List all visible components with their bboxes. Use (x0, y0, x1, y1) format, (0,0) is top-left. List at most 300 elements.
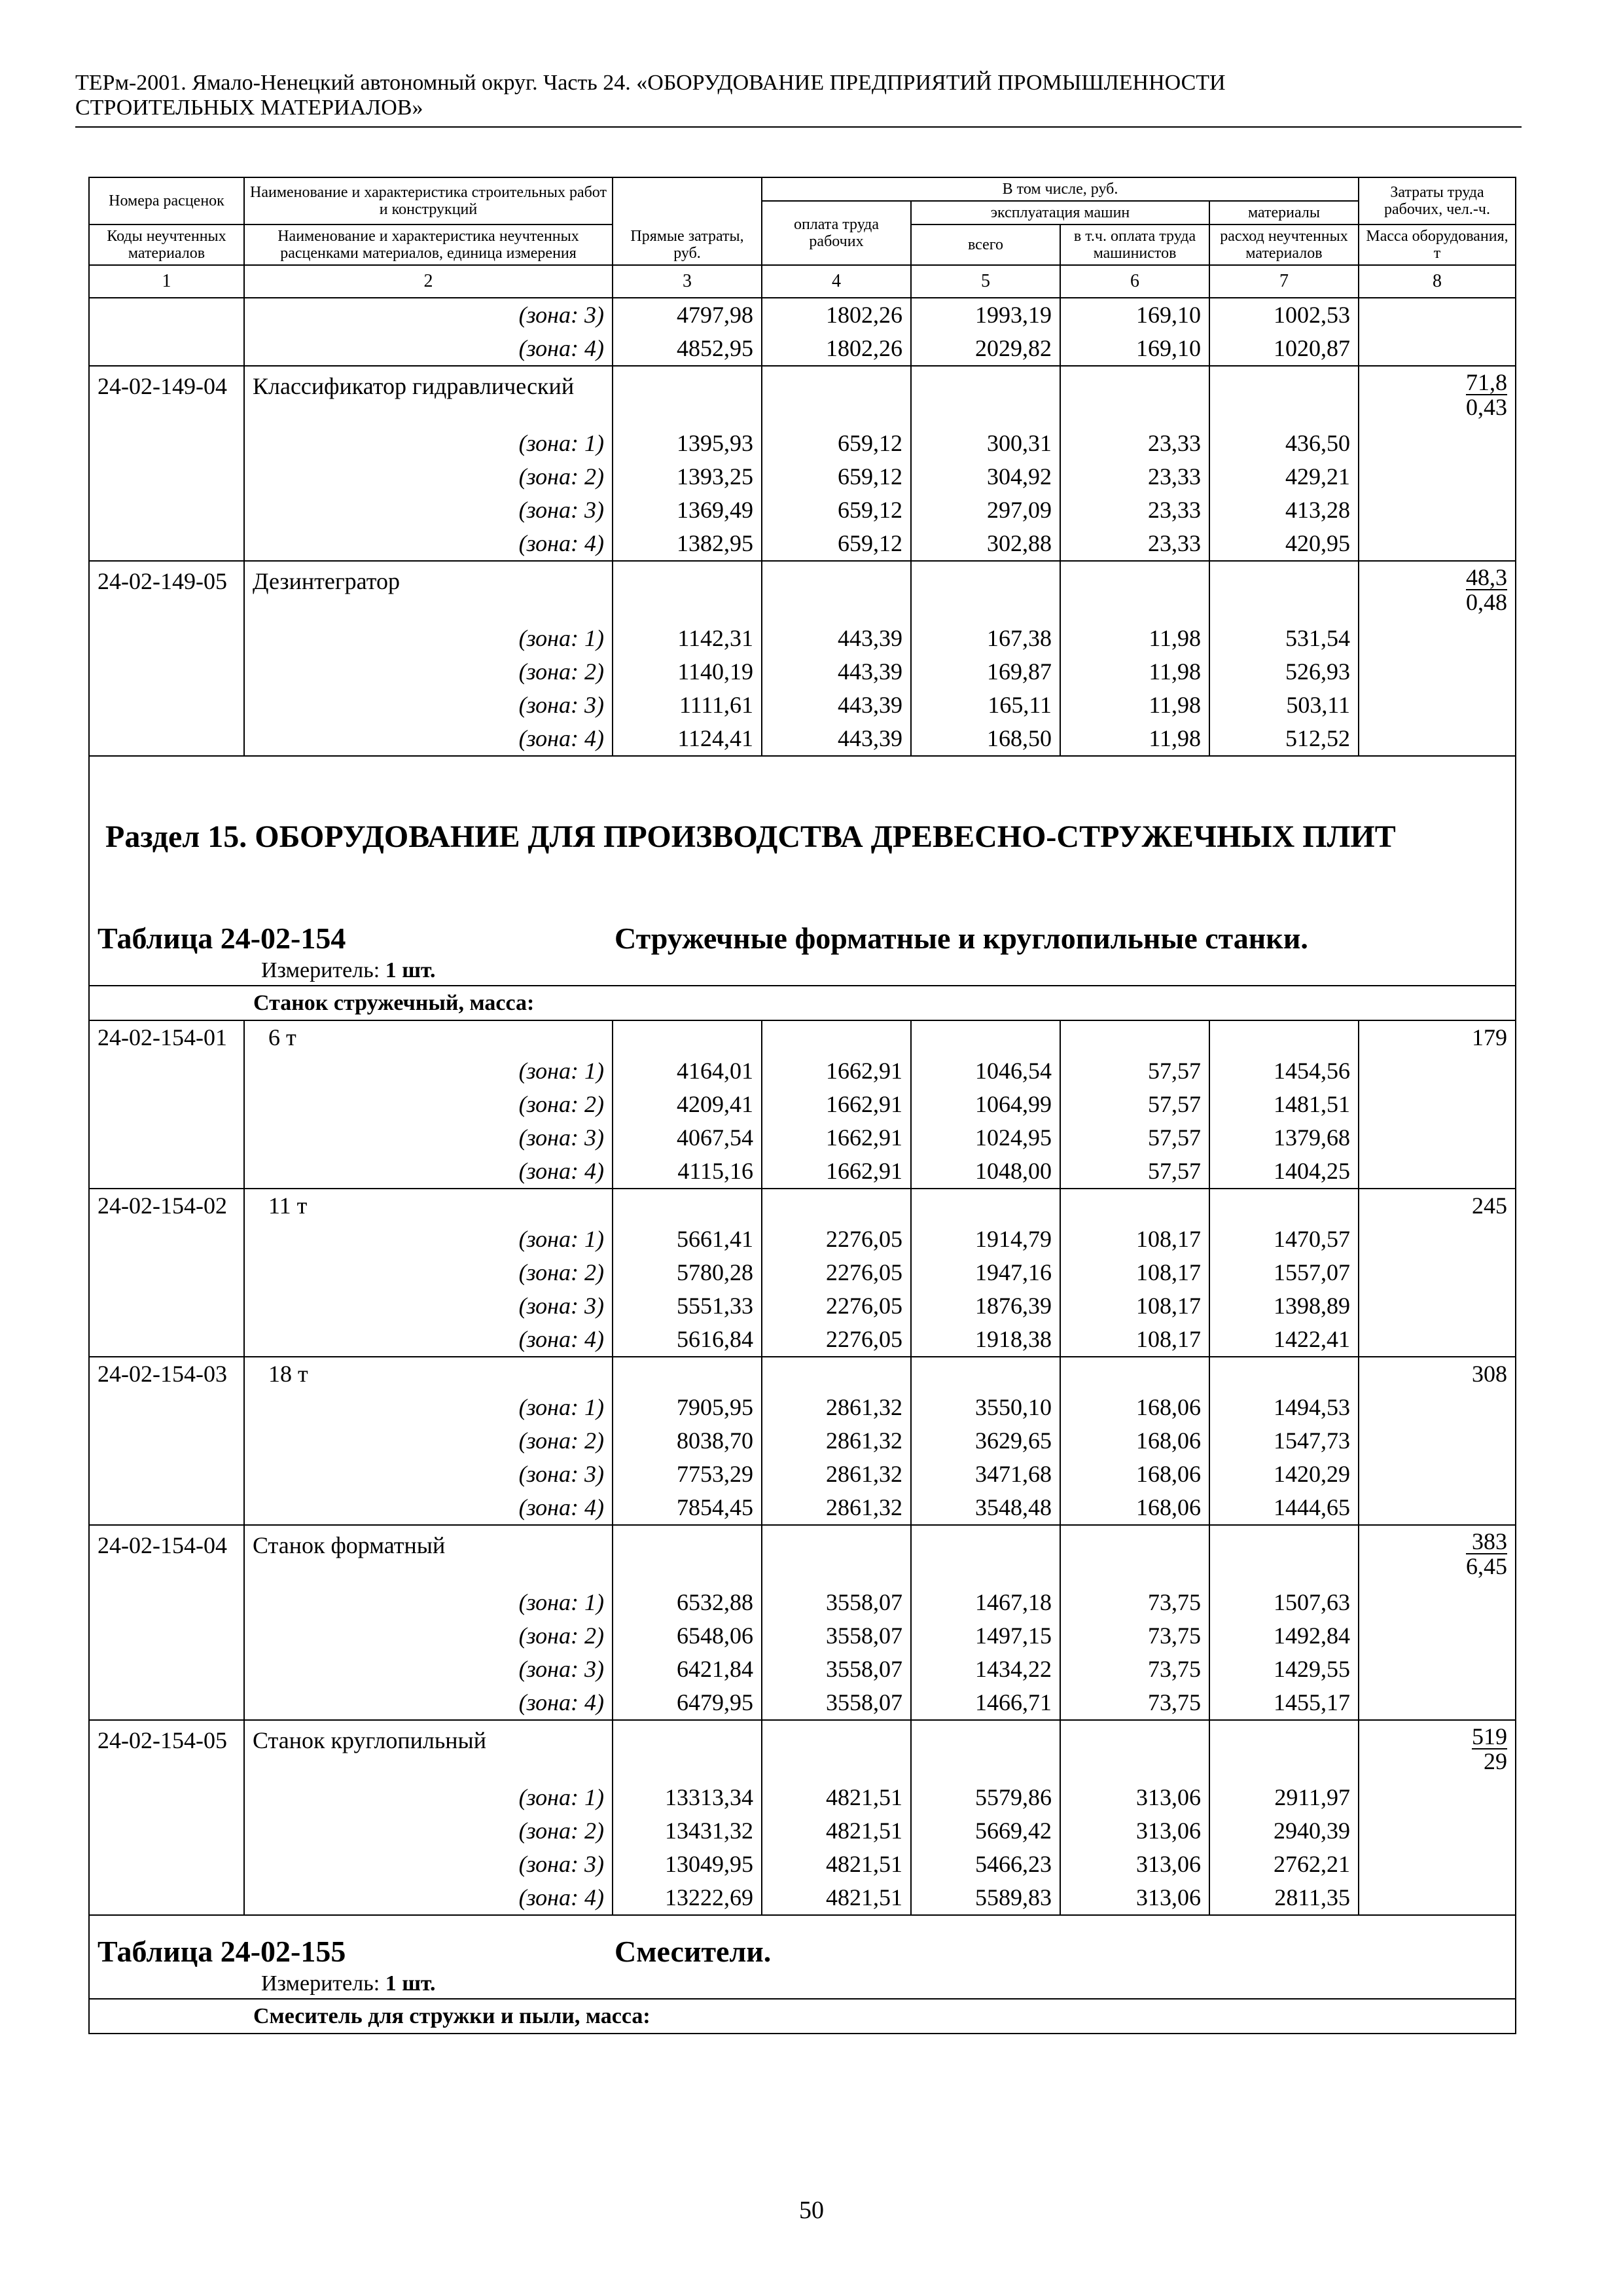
labor-over-mass (1472, 1721, 1507, 1773)
driver-pay-value: 108,17 (1060, 1256, 1209, 1289)
table-title-cell (89, 1915, 1516, 1999)
worker-pay-value: 443,39 (762, 689, 911, 722)
driver-pay-value: 169,10 (1060, 298, 1209, 332)
col-num-3: 3 (613, 265, 762, 298)
zone-row (89, 1458, 1516, 1491)
materials-value: 413,28 (1209, 493, 1359, 527)
empty-cell (1060, 1525, 1209, 1586)
header-rule (75, 126, 1522, 128)
machine-cost-value: 3548,48 (911, 1491, 1060, 1525)
driver-pay-value: 57,57 (1060, 1088, 1209, 1121)
direct-cost-value: 13222,69 (613, 1881, 762, 1915)
head-labor: Затраты труда рабочих, чел.-ч. (1359, 177, 1516, 224)
col-num-1: 1 (89, 265, 244, 298)
zone-row (89, 1155, 1516, 1189)
code-cell (89, 1424, 244, 1458)
direct-cost-value: 7854,45 (613, 1491, 762, 1525)
machine-cost-value: 5589,83 (911, 1881, 1060, 1915)
labor-value: 245 (1359, 1189, 1516, 1223)
empty-cell (1209, 1020, 1359, 1054)
item-name: 6 т (244, 1020, 613, 1054)
driver-pay-value: 11,98 (1060, 722, 1209, 756)
direct-cost-value: 13313,34 (613, 1781, 762, 1814)
zone-label: (зона: 1) (244, 1054, 613, 1088)
direct-cost-value: 5780,28 (613, 1256, 762, 1289)
empty-cell (911, 366, 1060, 427)
table-heading (98, 869, 1507, 956)
empty-cell (762, 1357, 911, 1391)
worker-pay-value: 659,12 (762, 493, 911, 527)
rate-code: 24-02-154-02 (89, 1189, 244, 1223)
labor-cell (1359, 655, 1516, 689)
empty-cell (613, 1189, 762, 1223)
empty-cell (613, 1020, 762, 1054)
zone-label: (зона: 2) (244, 460, 613, 493)
worker-pay-value: 4821,51 (762, 1781, 911, 1814)
item-row (89, 561, 1516, 622)
worker-pay-value: 1802,26 (762, 298, 911, 332)
direct-cost-value: 8038,70 (613, 1424, 762, 1458)
zone-label: (зона: 1) (244, 1391, 613, 1424)
driver-pay-value: 11,98 (1060, 622, 1209, 655)
worker-pay-value: 4821,51 (762, 1848, 911, 1881)
code-cell (89, 427, 244, 460)
item-row (89, 366, 1516, 427)
zone-label: (зона: 4) (244, 1155, 613, 1189)
zone-label: (зона: 3) (244, 1653, 613, 1686)
worker-pay-value: 2861,32 (762, 1491, 911, 1525)
driver-pay-value: 11,98 (1060, 655, 1209, 689)
zone-label: (зона: 3) (244, 493, 613, 527)
col-num-7: 7 (1209, 265, 1359, 298)
labor-cell (1359, 1155, 1516, 1189)
materials-value: 1002,53 (1209, 298, 1359, 332)
page-number: 50 (799, 2197, 824, 2224)
labor-value: 71,8 (1466, 369, 1507, 395)
code-cell (89, 1256, 244, 1289)
table-title-row (89, 756, 1516, 986)
measure-line (98, 1969, 1507, 1998)
worker-pay-value: 443,39 (762, 655, 911, 689)
machine-cost-value: 304,92 (911, 460, 1060, 493)
machine-cost-value: 1918,38 (911, 1323, 1060, 1357)
materials-value: 2811,35 (1209, 1881, 1359, 1915)
head-worker-pay: оплата труда рабочих (762, 201, 911, 265)
code-cell (89, 1653, 244, 1686)
zone-row (89, 655, 1516, 689)
col-num-2: 2 (244, 265, 613, 298)
empty-cell (911, 1525, 1060, 1586)
materials-value: 531,54 (1209, 622, 1359, 655)
direct-cost-value: 4164,01 (613, 1054, 762, 1088)
code-cell (89, 1881, 244, 1915)
labor-cell (1359, 1054, 1516, 1088)
item-row (89, 1020, 1516, 1054)
machine-cost-value: 300,31 (911, 427, 1060, 460)
worker-pay-value: 2861,32 (762, 1458, 911, 1491)
direct-cost-value: 1382,95 (613, 527, 762, 561)
empty-cell (1209, 561, 1359, 622)
table-title-row (89, 1915, 1516, 1999)
group-row (89, 1999, 1516, 2034)
driver-pay-value: 168,06 (1060, 1458, 1209, 1491)
head-total: всего (911, 224, 1060, 265)
table-name: Смесители. (615, 1935, 772, 1968)
labor-cell (1359, 622, 1516, 655)
col-num-6: 6 (1060, 265, 1209, 298)
labor-cell (1359, 527, 1516, 561)
code-cell (89, 1619, 244, 1653)
zone-row (89, 1121, 1516, 1155)
direct-cost-value: 7753,29 (613, 1458, 762, 1491)
worker-pay-value: 2276,05 (762, 1256, 911, 1289)
code-cell (89, 460, 244, 493)
direct-cost-value: 5551,33 (613, 1289, 762, 1323)
zone-label: (зона: 2) (244, 1619, 613, 1653)
machine-cost-value: 5669,42 (911, 1814, 1060, 1848)
worker-pay-value: 4821,51 (762, 1881, 911, 1915)
driver-pay-value: 23,33 (1060, 527, 1209, 561)
empty-cell (1060, 561, 1209, 622)
labor-cell (1359, 427, 1516, 460)
column-number-row (89, 265, 1516, 298)
head-materials: материалы (1209, 201, 1359, 224)
zone-row (89, 1391, 1516, 1424)
zone-label: (зона: 3) (244, 1121, 613, 1155)
rate-code: 24-02-149-04 (89, 366, 244, 427)
empty-cell (1060, 1020, 1209, 1054)
empty-cell (1060, 366, 1209, 427)
direct-cost-value: 5661,41 (613, 1223, 762, 1256)
worker-pay-value: 2861,32 (762, 1424, 911, 1458)
worker-pay-value: 4821,51 (762, 1814, 911, 1848)
empty-cell (762, 1525, 911, 1586)
labor-cell (1359, 1256, 1516, 1289)
head-machines: эксплуатация машин (911, 201, 1209, 224)
empty-cell (911, 1720, 1060, 1781)
item-row (89, 1357, 1516, 1391)
zone-label: (зона: 4) (244, 1323, 613, 1357)
labor-cell (1359, 1424, 1516, 1458)
driver-pay-value: 108,17 (1060, 1289, 1209, 1323)
worker-pay-value: 3558,07 (762, 1586, 911, 1619)
machine-cost-value: 297,09 (911, 493, 1060, 527)
code-cell (89, 1848, 244, 1881)
labor-cell (1359, 1223, 1516, 1256)
machine-cost-value: 1046,54 (911, 1054, 1060, 1088)
materials-value: 1470,57 (1209, 1223, 1359, 1256)
labor-over-mass (1466, 367, 1507, 419)
labor-cell (1359, 1586, 1516, 1619)
zone-row (89, 1619, 1516, 1653)
worker-pay-value: 1662,91 (762, 1121, 911, 1155)
labor-mass-cell (1359, 1720, 1516, 1781)
labor-over-mass (1466, 562, 1507, 614)
machine-cost-value: 3550,10 (911, 1391, 1060, 1424)
col-num-4: 4 (762, 265, 911, 298)
empty-cell (762, 561, 911, 622)
labor-cell (1359, 1391, 1516, 1424)
direct-cost-value: 1111,61 (613, 689, 762, 722)
labor-cell (1359, 1289, 1516, 1323)
materials-value: 1420,29 (1209, 1458, 1359, 1491)
item-name: Дезинтегратор (244, 561, 613, 622)
zone-row (89, 1848, 1516, 1881)
table-number: Таблица 24-02-155 (98, 1935, 346, 1968)
driver-pay-value: 57,57 (1060, 1155, 1209, 1189)
zone-row (89, 1686, 1516, 1720)
materials-value: 1547,73 (1209, 1424, 1359, 1458)
empty-cell (613, 1720, 762, 1781)
labor-cell (1359, 1814, 1516, 1848)
rate-code: 24-02-154-04 (89, 1525, 244, 1586)
head-unaccounted-codes: Коды неучтенных материалов (89, 224, 244, 265)
head-mass: Масса оборудования, т (1359, 224, 1516, 265)
rate-code: 24-02-154-05 (89, 1720, 244, 1781)
driver-pay-value: 313,06 (1060, 1848, 1209, 1881)
zone-row (89, 1491, 1516, 1525)
code-cell (89, 332, 244, 366)
direct-cost-value: 1142,31 (613, 622, 762, 655)
machine-cost-value: 1467,18 (911, 1586, 1060, 1619)
col-num-5: 5 (911, 265, 1060, 298)
direct-cost-value: 13431,32 (613, 1814, 762, 1848)
zone-label: (зона: 3) (244, 1458, 613, 1491)
empty-cell (762, 366, 911, 427)
zone-row (89, 1323, 1516, 1357)
worker-pay-value: 3558,07 (762, 1619, 911, 1653)
labor-cell (1359, 1881, 1516, 1915)
direct-cost-value: 1124,41 (613, 722, 762, 756)
group-title (89, 986, 1516, 1020)
zone-row (89, 1424, 1516, 1458)
code-cell (89, 689, 244, 722)
item-name: 18 т (244, 1357, 613, 1391)
table-title-cell (89, 756, 1516, 986)
header-line-2: СТРОИТЕЛЬНЫХ МАТЕРИАЛОВ» (75, 96, 423, 120)
zone-row (89, 722, 1516, 756)
labor-value: 48,3 (1466, 564, 1507, 590)
empty-cell (613, 1357, 762, 1391)
item-name: Станок круглопильный (244, 1720, 613, 1781)
code-cell (89, 1391, 244, 1424)
direct-cost-value: 6548,06 (613, 1619, 762, 1653)
materials-value: 1379,68 (1209, 1121, 1359, 1155)
worker-pay-value: 659,12 (762, 427, 911, 460)
zone-row (89, 1586, 1516, 1619)
labor-cell (1359, 460, 1516, 493)
labor-cell (1359, 298, 1516, 332)
empty-cell (1209, 1189, 1359, 1223)
zone-label: (зона: 3) (244, 1289, 613, 1323)
zone-row (89, 1653, 1516, 1686)
mass-value: 29 (1484, 1748, 1507, 1774)
materials-value: 1494,53 (1209, 1391, 1359, 1424)
materials-value: 1422,41 (1209, 1323, 1359, 1357)
code-cell (89, 622, 244, 655)
materials-value: 1455,17 (1209, 1686, 1359, 1720)
zone-row (89, 689, 1516, 722)
direct-cost-value: 6532,88 (613, 1586, 762, 1619)
worker-pay-value: 1802,26 (762, 332, 911, 366)
code-cell (89, 1155, 244, 1189)
materials-value: 2940,39 (1209, 1814, 1359, 1848)
item-row (89, 1189, 1516, 1223)
empty-cell (911, 561, 1060, 622)
code-cell (89, 655, 244, 689)
empty-cell (911, 1357, 1060, 1391)
group-label: Смеситель для стружки и пыли, масса: (253, 2004, 651, 2028)
zone-row (89, 1223, 1516, 1256)
empty-cell (1060, 1357, 1209, 1391)
empty-cell (1060, 1189, 1209, 1223)
zone-label: (зона: 1) (244, 427, 613, 460)
zone-label: (зона: 1) (244, 1223, 613, 1256)
zone-label: (зона: 4) (244, 722, 613, 756)
driver-pay-value: 169,10 (1060, 332, 1209, 366)
measure-line (98, 956, 1507, 985)
direct-cost-value: 13049,95 (613, 1848, 762, 1881)
empty-cell (911, 1189, 1060, 1223)
code-cell (89, 1088, 244, 1121)
labor-value: 179 (1359, 1020, 1516, 1054)
group-label: Станок стружечный, масса: (253, 991, 535, 1015)
code-cell (89, 493, 244, 527)
item-row (89, 1525, 1516, 1586)
measure-label: Измеритель: (261, 958, 380, 982)
labor-mass-cell (1359, 561, 1516, 622)
code-cell (89, 1491, 244, 1525)
rate-code: 24-02-154-01 (89, 1020, 244, 1054)
driver-pay-value: 11,98 (1060, 689, 1209, 722)
code-cell (89, 298, 244, 332)
materials-value: 2762,21 (1209, 1848, 1359, 1881)
machine-cost-value: 1497,15 (911, 1619, 1060, 1653)
driver-pay-value: 57,57 (1060, 1121, 1209, 1155)
machine-cost-value: 1876,39 (911, 1289, 1060, 1323)
empty-cell (1209, 366, 1359, 427)
code-cell (89, 1781, 244, 1814)
machine-cost-value: 3629,65 (911, 1424, 1060, 1458)
code-cell (89, 1458, 244, 1491)
empty-cell (762, 1189, 911, 1223)
section-title: Раздел 15. ОБОРУДОВАНИЕ ДЛЯ ПРОИЗВОДСТВА ДРЕВЕСНО-СТРУЖЕЧНЫХ ПЛИТ (105, 819, 1396, 854)
machine-cost-value: 1024,95 (911, 1121, 1060, 1155)
zone-row (89, 527, 1516, 561)
code-cell (89, 527, 244, 561)
direct-cost-value: 1369,49 (613, 493, 762, 527)
zone-row (89, 1881, 1516, 1915)
labor-over-mass (1466, 1526, 1507, 1578)
zone-label: (зона: 2) (244, 1088, 613, 1121)
labor-value: 519 (1472, 1723, 1507, 1749)
materials-value: 1492,84 (1209, 1619, 1359, 1653)
labor-mass-cell (1359, 366, 1516, 427)
labor-cell (1359, 1121, 1516, 1155)
head-work-name: Наименование и характеристика строительных работ и конструкций (244, 177, 613, 224)
machine-cost-value: 2029,82 (911, 332, 1060, 366)
worker-pay-value: 2276,05 (762, 1223, 911, 1256)
empty-cell (613, 366, 762, 427)
empty-cell (613, 1525, 762, 1586)
labor-cell (1359, 1653, 1516, 1686)
code-cell (89, 722, 244, 756)
zone-label: (зона: 3) (244, 689, 613, 722)
machine-cost-value: 1914,79 (911, 1223, 1060, 1256)
materials-value: 429,21 (1209, 460, 1359, 493)
head-unacc-consumption: расход неучтенных материалов (1209, 224, 1359, 265)
materials-value: 1020,87 (1209, 332, 1359, 366)
zone-label: (зона: 4) (244, 1881, 613, 1915)
driver-pay-value: 313,06 (1060, 1814, 1209, 1848)
materials-value: 1429,55 (1209, 1653, 1359, 1686)
materials-value: 1454,56 (1209, 1054, 1359, 1088)
driver-pay-value: 108,17 (1060, 1323, 1209, 1357)
empty-cell (911, 1020, 1060, 1054)
zone-row (89, 1289, 1516, 1323)
labor-cell (1359, 1323, 1516, 1357)
empty-cell (1060, 1720, 1209, 1781)
materials-value: 1444,65 (1209, 1491, 1359, 1525)
direct-cost-value: 5616,84 (613, 1323, 762, 1357)
mass-value: 0,43 (1466, 394, 1507, 420)
table-number: Таблица 24-02-154 (98, 922, 346, 955)
zone-label: (зона: 2) (244, 1256, 613, 1289)
head-direct-costs: Прямые затраты, руб. (613, 177, 762, 265)
empty-cell (1209, 1357, 1359, 1391)
rate-code: 24-02-149-05 (89, 561, 244, 622)
labor-cell (1359, 1781, 1516, 1814)
driver-pay-value: 108,17 (1060, 1223, 1209, 1256)
machine-cost-value: 1993,19 (911, 298, 1060, 332)
materials-value: 1507,63 (1209, 1586, 1359, 1619)
mass-value: 0,48 (1466, 589, 1507, 615)
direct-cost-value: 4852,95 (613, 332, 762, 366)
zone-label: (зона: 2) (244, 655, 613, 689)
direct-cost-value: 6479,95 (613, 1686, 762, 1720)
zone-label: (зона: 1) (244, 1586, 613, 1619)
machine-cost-value: 167,38 (911, 622, 1060, 655)
head-rate-numbers: Номера расценок (89, 177, 244, 224)
zone-row (89, 460, 1516, 493)
machine-cost-value: 1466,71 (911, 1686, 1060, 1720)
direct-cost-value: 4209,41 (613, 1088, 762, 1121)
machine-cost-value: 3471,68 (911, 1458, 1060, 1491)
machine-cost-value: 5579,86 (911, 1781, 1060, 1814)
measure-label: Измеритель: (261, 1971, 380, 1996)
labor-cell (1359, 1848, 1516, 1881)
worker-pay-value: 1662,91 (762, 1054, 911, 1088)
driver-pay-value: 313,06 (1060, 1881, 1209, 1915)
empty-cell (613, 561, 762, 622)
materials-value: 526,93 (1209, 655, 1359, 689)
rate-code: 24-02-154-03 (89, 1357, 244, 1391)
worker-pay-value: 3558,07 (762, 1686, 911, 1720)
group-row (89, 986, 1516, 1020)
labor-cell (1359, 1619, 1516, 1653)
machine-cost-value: 302,88 (911, 527, 1060, 561)
labor-cell (1359, 689, 1516, 722)
item-name: 11 т (244, 1189, 613, 1223)
direct-cost-value: 4797,98 (613, 298, 762, 332)
empty-cell (1209, 1720, 1359, 1781)
head-including: В том числе, руб. (762, 177, 1359, 201)
code-cell (89, 1323, 244, 1357)
zone-row (89, 1256, 1516, 1289)
materials-value: 1481,51 (1209, 1088, 1359, 1121)
materials-value: 2911,97 (1209, 1781, 1359, 1814)
head-unaccounted-name: Наименование и характеристика неучтенных расценками материалов, единица измерения (244, 224, 613, 265)
